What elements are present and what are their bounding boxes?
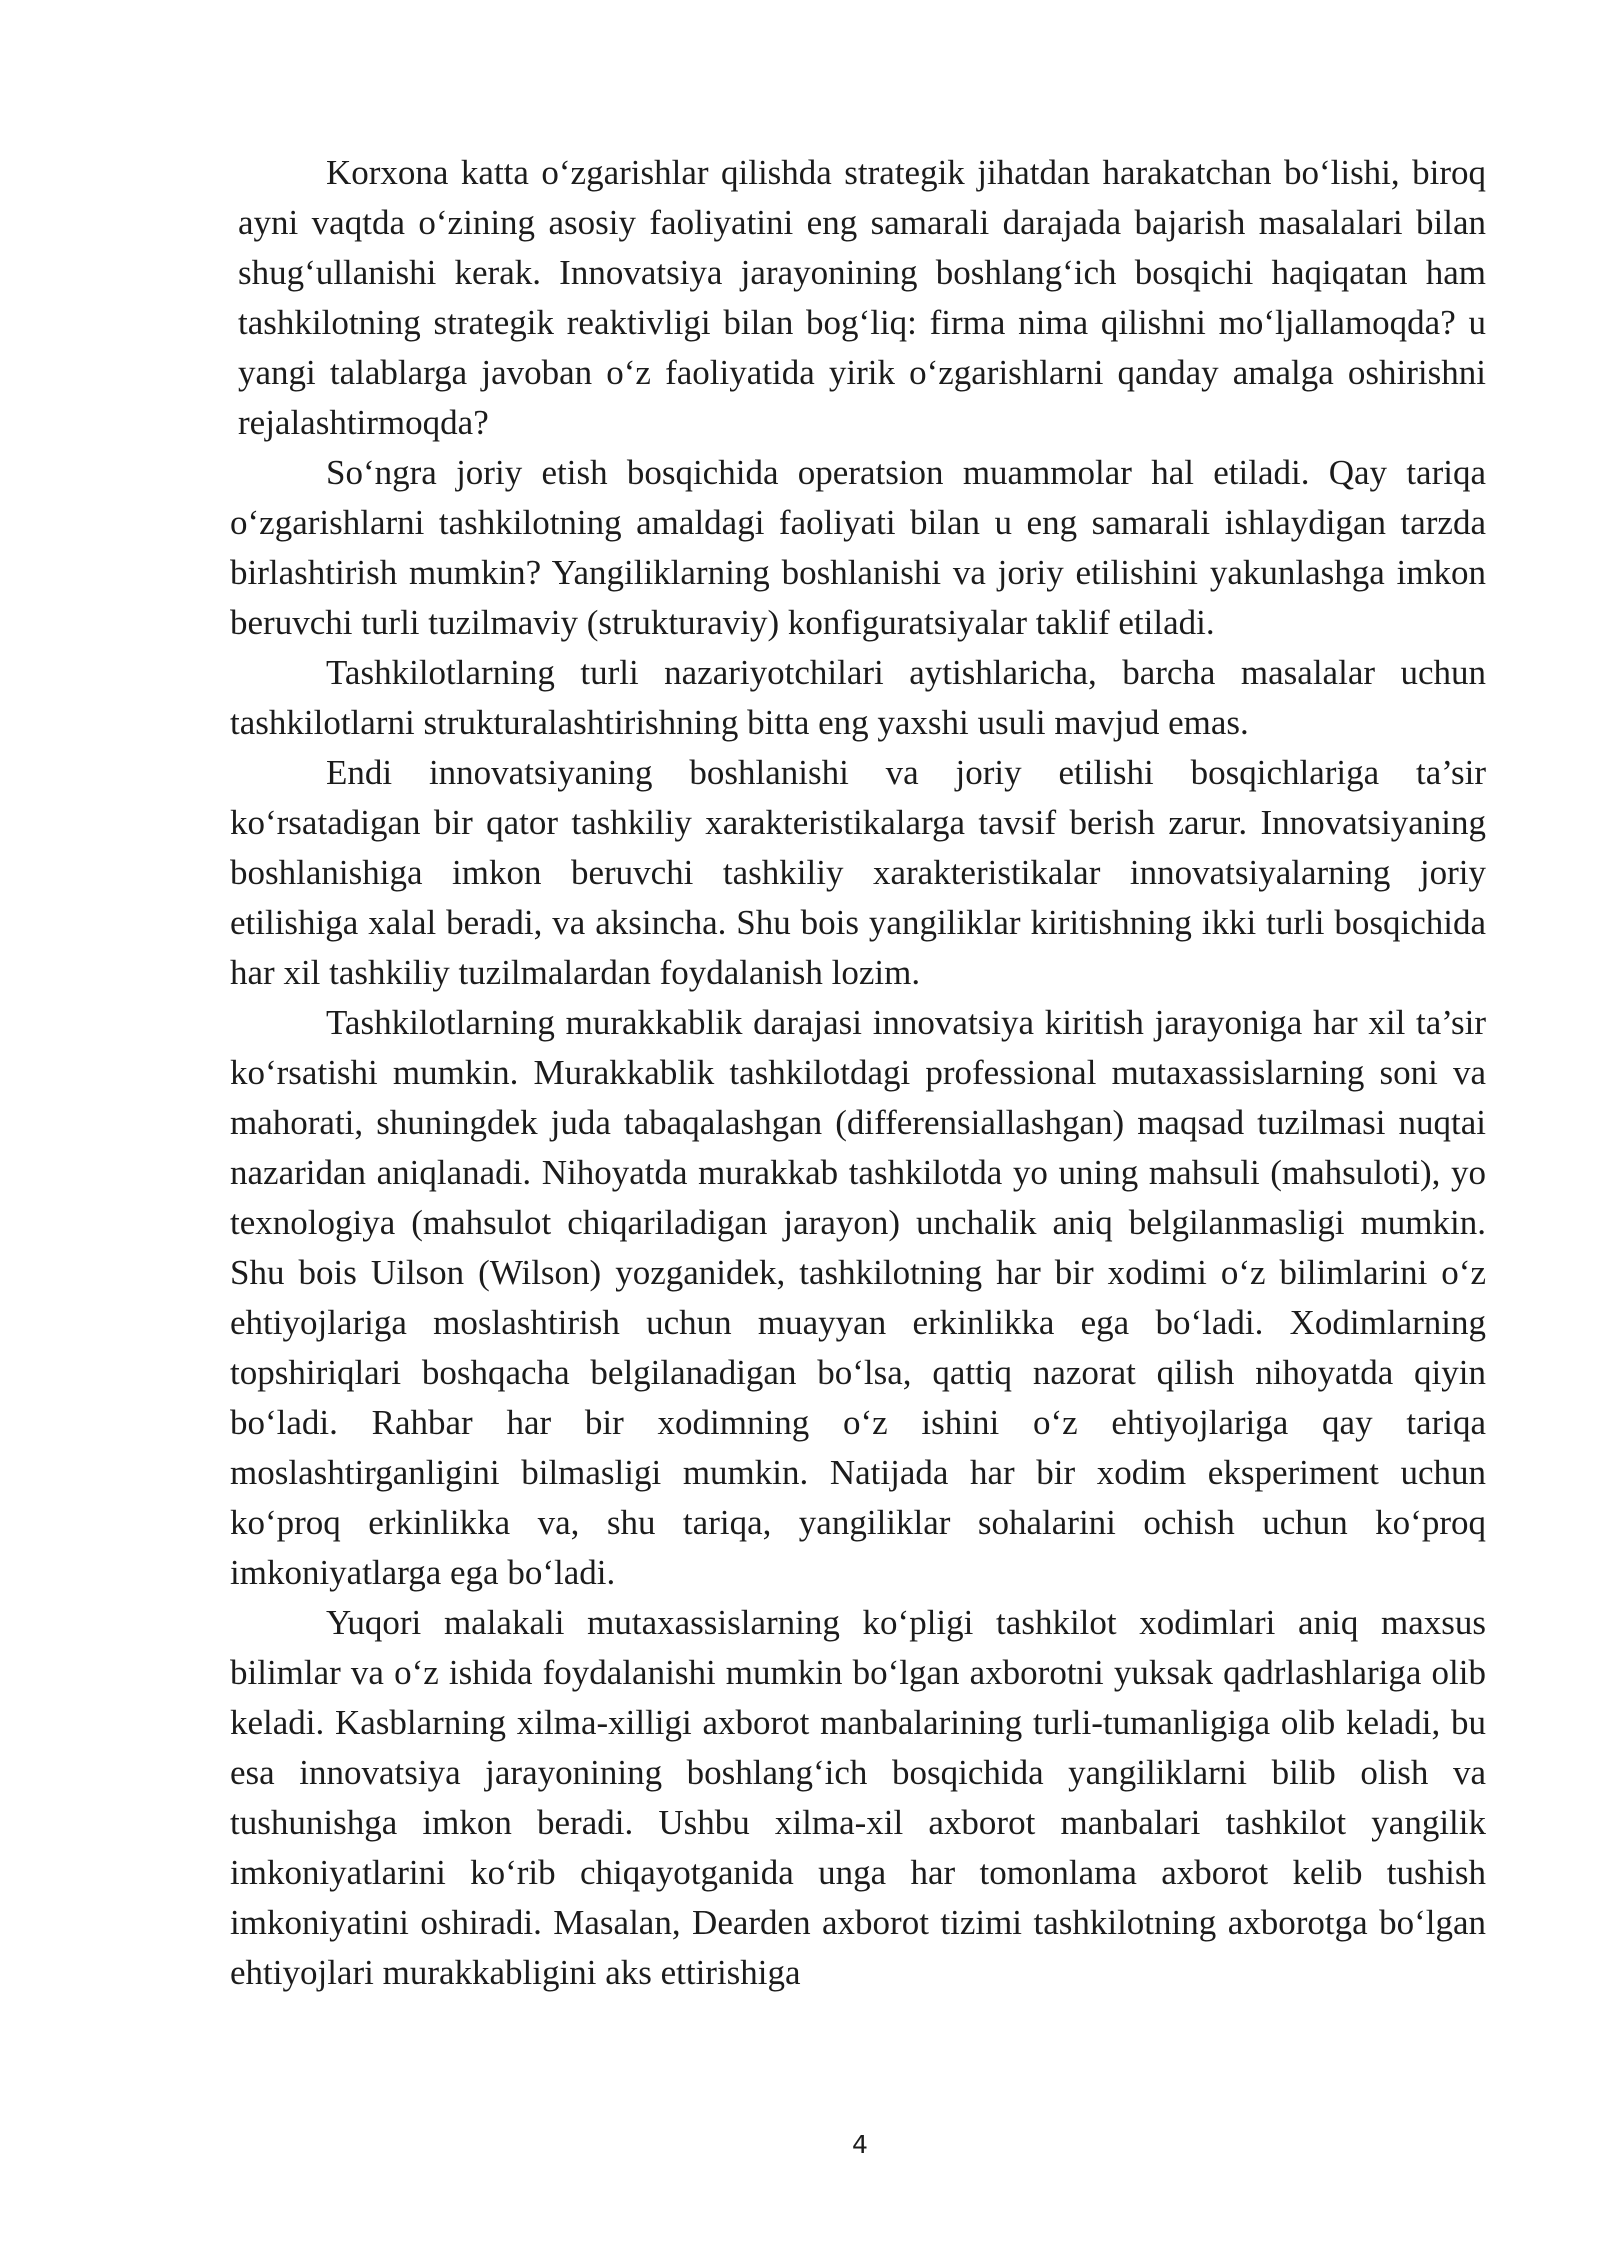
paragraph-4: Endi innovatsiyaning boshlanishi va joriy etilishi bosqichlariga ta’sir ko‘rsatadigan bir qator tashkiliy xarakteristikalarga tavsif berish zarur. Innovatsiyaning boshlanishiga imkon beruvchi tashkiliy xarakteristikalar innovatsiyalarning joriy etilishiga xalal beradi, va aksincha. Shu bois yangiliklar kiritishning ikki turli bosqichida har xil tashkiliy tuzilmalardan foydalanish lozim. [230, 753, 1486, 992]
paragraph-3: Tashkilotlarning turli nazariyotchilari aytishlaricha, barcha masalalar uchun tashkilotlarni strukturalashtirishning bitta eng yaxshi usuli mavjud emas. [230, 653, 1486, 742]
paragraph-6: Yuqori malakali mutaxassislarning ko‘pligi tashkilot xodimlari aniq maxsus bilimlar va o‘z ishida foydalanishi mumkin bo‘lgan axborotni yuksak qadrlashlariga olib keladi. Kasblarning xilma-xilligi axborot manbalarining turli-tumanligiga olib keladi, bu esa innovatsiya jarayonining boshlang‘ich bosqichida yangiliklarni bilib olish va tushunishga imkon beradi. Ushbu xilma-xil axborot manbalari tashkilot yangilik imkoniyatlarini ko‘rib chiqayotganida unga har tomonlama axborot kelib tushish imkoniyatini oshiradi. Masalan, Dearden axborot tizimi tashkilotning axborotga bo‘lgan ehtiyojlari murakkabligini aks ettirishiga [230, 1603, 1486, 1992]
paragraph-5: Tashkilotlarning murakkablik darajasi innovatsiya kiritish jarayoniga har xil ta’sir ko‘rsatishi mumkin. Murakkablik tashkilotdagi professional mutaxassislarning soni va mahorati, shuningdek juda tabaqalashgan (differensiallashgan) maqsad tuzilmasi nuqtai nazaridan aniqlanadi. Nihoyatda murakkab tashkilotda yo uning mahsuli (mahsuloti), yo texnologiya (mahsulot chiqariladigan jarayon) unchalik aniq belgilanmasligi mumkin. Shu bois Uilson (Wilson) yozganidek, tashkilotning har bir xodimi o‘z bilimlarini o‘z ehtiyojlariga moslashtirish uchun muayyan erkinlikka ega bo‘ladi. Xodimlarning topshiriqlari boshqacha belgilanadigan bo‘lsa, qattiq nazorat qilish nihoyatda qiyin bo‘ladi. Rahbar har bir xodimning o‘z ishini o‘z ehtiyojlariga qay tariqa moslashtirganligini bilmasligi mumkin. Natijada har bir xodim eksperiment uchun ko‘proq erkinlikka va, shu tariqa, yangiliklar sohalarini ochish uchun ko‘proq imkoniyatlarga ega bo‘ladi. [230, 1003, 1486, 1592]
body-text [230, 148, 1486, 1998]
paragraph-2: So‘ngra joriy etish bosqichida operatsion muammolar hal etiladi. Qay tariqa o‘zgarishlarni tashkilotning amaldagi faoliyati bilan u eng samarali ishlaydigan tarzda birlashtirish mumkin? Yangiliklarning boshlanishi va joriy etilishini yakunlashga imkon beruvchi turli tuzilmaviy (strukturaviy) konfiguratsiyalar taklif etiladi. [230, 453, 1486, 642]
page-number: 4 [852, 2130, 868, 2159]
paragraph-1: Korxona katta o‘zgarishlar qilishda strategik jihatdan harakatchan bo‘lishi, biroq ayni vaqtda o‘zining asosiy faoliyatini eng samarali darajada bajarish masalalari bilan shug‘ullanishi kerak. Innovatsiya jarayonining boshlang‘ich bosqichi haqiqatan ham tashkilotning strategik reaktivligi bilan bog‘liq: firma nima qilishni mo‘ljallamoqda? u yangi talablarga javoban o‘z faoliyatida yirik o‘zgarishlarni qanday amalga oshirishni rejalashtirmoqda? [238, 153, 1486, 442]
